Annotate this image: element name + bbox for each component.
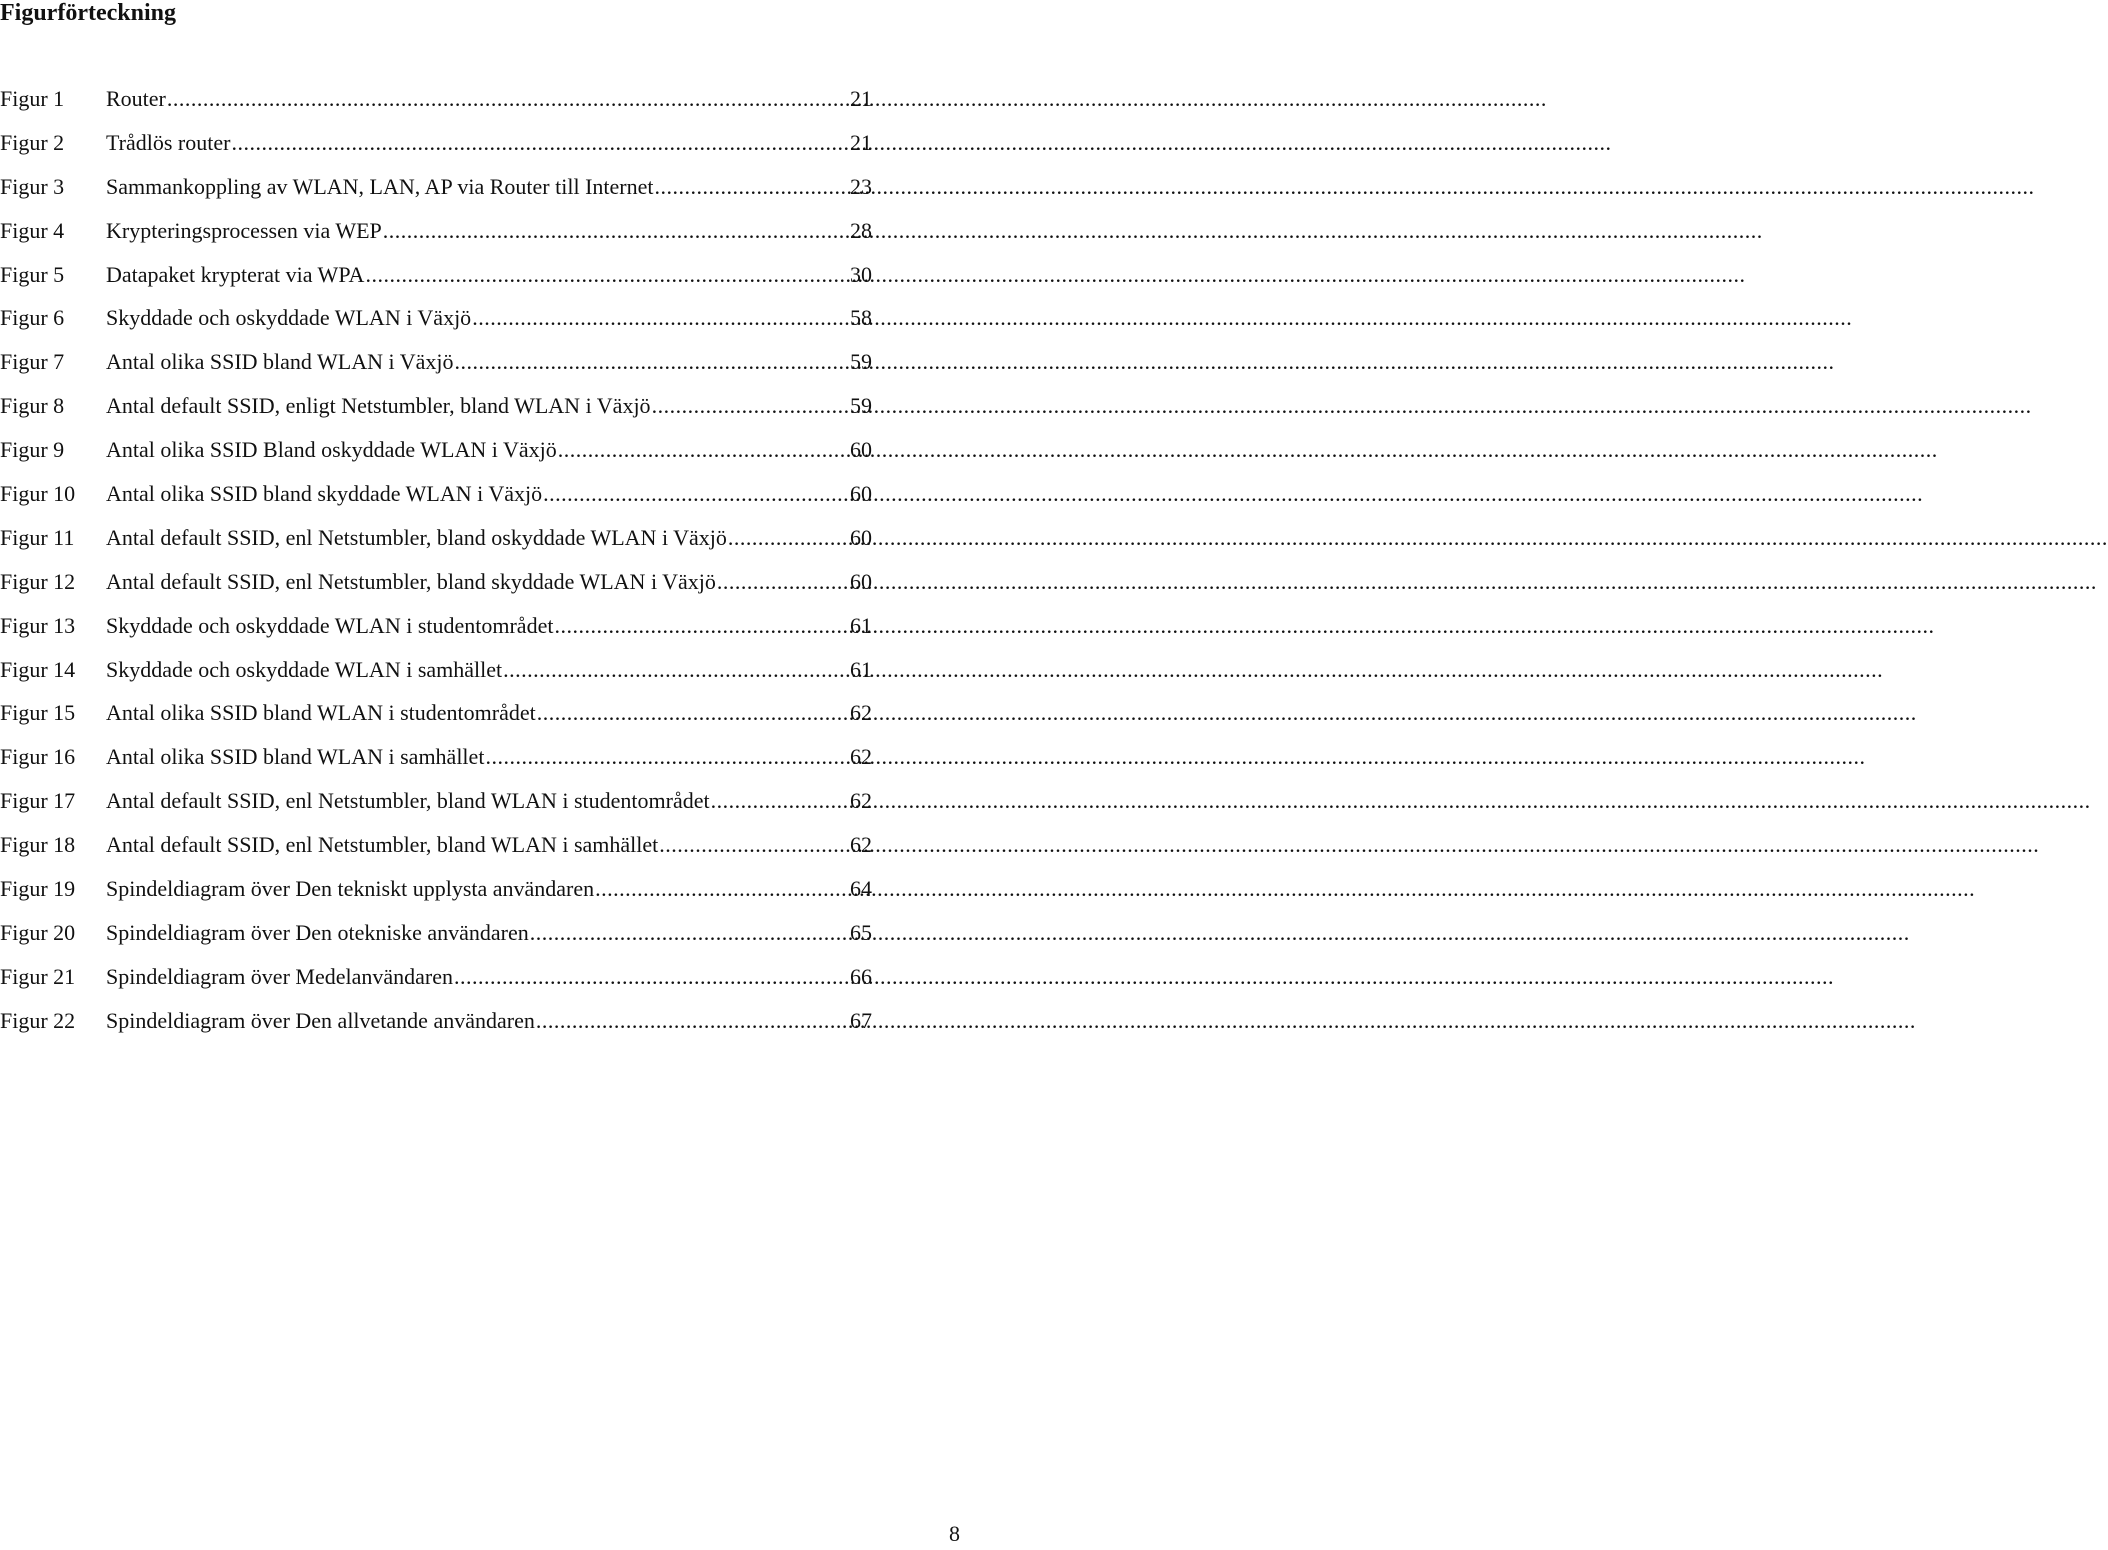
toc-entry-title: Spindeldiagram över Den otekniske användaren [106,919,529,945]
dot-leader [554,611,846,641]
toc-entry-page: 62 [850,700,872,726]
toc-entry-label: Figur 7 [0,349,65,375]
dot-leader [365,260,846,290]
toc-entry-label: Figur 1 [0,86,65,111]
dot-leader [652,391,846,421]
toc-entry-title: Spindeldiagram över Den tekniskt upplysta användaren [106,876,595,902]
toc-entry[interactable] [0,216,872,260]
toc-entry-page: 60 [850,568,872,594]
toc-entry-title: Sammankoppling av WLAN, LAN, AP via Router till Internet [106,173,654,199]
toc-entry-label: Figur 9 [0,437,65,463]
page-number: 8 [949,1521,960,1546]
toc-entry-label: Figur 14 [0,656,76,682]
dot-leader [472,303,846,333]
toc-entry-title: Skyddade och oskyddade WLAN i studentområdet [106,612,554,638]
toc-entry-page: 60 [850,481,872,507]
dot-leader [537,698,846,728]
toc-entry-label: Figur 10 [0,481,76,507]
toc-entry-title: Krypteringsprocessen via WEP [106,217,382,243]
toc-entry-page: 30 [850,261,872,287]
toc-entry-page: 58 [850,305,872,331]
toc-entry[interactable] [0,172,872,216]
toc-entry[interactable] [0,435,872,479]
toc-entry-label: Figur 12 [0,568,76,594]
toc-entry-title: Antal default SSID, enl Netstumbler, bland oskyddade WLAN i Växjö [106,524,727,550]
toc-entry-label: Figur 20 [0,919,76,945]
toc-entry-label: Figur 3 [0,173,65,199]
toc-entry[interactable] [0,1006,872,1050]
dot-leader [595,874,846,904]
toc-entry-page: 62 [850,832,872,858]
dot-leader [711,786,846,816]
dot-leader [659,830,846,860]
toc-entry-page: 62 [850,744,872,770]
toc-entry-page: 62 [850,788,872,814]
toc-entry-label: Figur 8 [0,393,65,419]
toc-entry[interactable] [0,830,872,874]
dot-leader [536,1006,846,1036]
toc-entry-title: Antal default SSID, enl Netstumbler, bland WLAN i samhället [106,832,659,858]
toc-entry-label: Figur 16 [0,744,76,770]
toc-entry-label: Figur 6 [0,305,65,331]
toc-entry[interactable] [0,303,872,347]
toc-entry-title: Antal olika SSID bland skyddade WLAN i Växjö [106,481,543,507]
toc-entry-title: Spindeldiagram över Medelanvändaren [106,963,453,989]
toc-entry-title: Antal olika SSID bland WLAN i Växjö [106,349,454,375]
toc-entry[interactable] [0,874,872,918]
toc-entry[interactable] [0,128,872,172]
dot-leader [530,918,846,948]
dot-leader [543,479,846,509]
dot-leader [558,435,846,465]
dot-leader [654,172,846,202]
toc-entry[interactable] [0,918,872,962]
dot-leader [455,347,847,377]
toc-entry[interactable] [0,742,872,786]
toc-entry-label: Figur 4 [0,217,65,243]
toc-entry-label: Figur 18 [0,832,76,858]
toc-entry-page: 67 [850,1007,872,1033]
toc-entry-page: 60 [850,524,872,550]
dot-leader [167,84,846,114]
toc-entry-label: Figur 19 [0,876,76,902]
toc-entry[interactable] [0,523,872,567]
toc-entry-title: Trådlös router [106,129,231,155]
toc-entry[interactable] [0,84,872,128]
toc-entry-page: 28 [850,217,872,243]
toc-entry[interactable] [0,786,872,830]
toc-entry-page: 21 [850,129,872,155]
toc-entry-title: Antal olika SSID Bland oskyddade WLAN i Växjö [106,437,557,463]
toc-entry-label: Figur 5 [0,261,65,287]
dot-leader [383,216,846,246]
toc-entry-label: Figur 15 [0,700,76,726]
dot-leader [454,962,846,992]
toc-entry-page: 61 [850,656,872,682]
toc-entry[interactable] [0,611,872,655]
toc-entry-title: Skyddade och oskyddade WLAN i samhället [106,656,503,682]
toc-entry-title: Spindeldiagram över Den allvetande användaren [106,1007,535,1033]
toc-entry-label: Figur 17 [0,788,76,814]
dot-leader [485,742,846,772]
toc-entry-page: 61 [850,612,872,638]
toc-entry-label: Figur 2 [0,129,65,155]
toc-entry-title: Antal default SSID, enl Netstumbler, bland skyddade WLAN i Växjö [106,568,716,594]
toc-entry-title: Antal default SSID, enl Netstumbler, bland WLAN i studentområdet [106,788,710,814]
toc-entry-title: Skyddade och oskyddade WLAN i Växjö [106,305,472,331]
toc-entry-page: 66 [850,963,872,989]
toc-entry-page: 21 [850,86,872,111]
toc-entry-page: 60 [850,437,872,463]
toc-entry-page: 64 [850,876,872,902]
toc-entry-label: Figur 22 [0,1007,76,1033]
toc-entry-title: Datapaket krypterat via WPA [106,261,365,287]
toc-entry[interactable] [0,260,872,304]
toc-entry-page: 59 [850,349,872,375]
toc-entry-page: 59 [850,393,872,419]
toc-entry-label: Figur 13 [0,612,76,638]
dot-leader [717,567,846,597]
page-title: Figurförteckning [0,0,176,26]
toc-entry[interactable] [0,567,872,611]
toc-entry-label: Figur 11 [0,524,75,550]
toc-entry-title: Router [106,86,166,111]
toc-entry[interactable] [0,962,872,1006]
toc-entry-page: 23 [850,173,872,199]
toc-entry[interactable] [0,347,872,391]
toc-entry-title: Antal olika SSID bland WLAN i samhället [106,744,485,770]
figure-list [0,84,872,1050]
toc-entry-title: Antal default SSID, enligt Netstumbler, bland WLAN i Växjö [106,393,651,419]
dot-leader [728,523,846,553]
toc-entry-page: 65 [850,919,872,945]
toc-entry[interactable] [0,698,872,742]
dot-leader [231,128,846,158]
toc-entry-label: Figur 21 [0,963,76,989]
toc-entry[interactable] [0,391,872,435]
toc-entry[interactable] [0,655,872,699]
toc-entry-title: Antal olika SSID bland WLAN i studentområdet [106,700,536,726]
dot-leader [503,655,846,685]
toc-entry[interactable] [0,479,872,523]
